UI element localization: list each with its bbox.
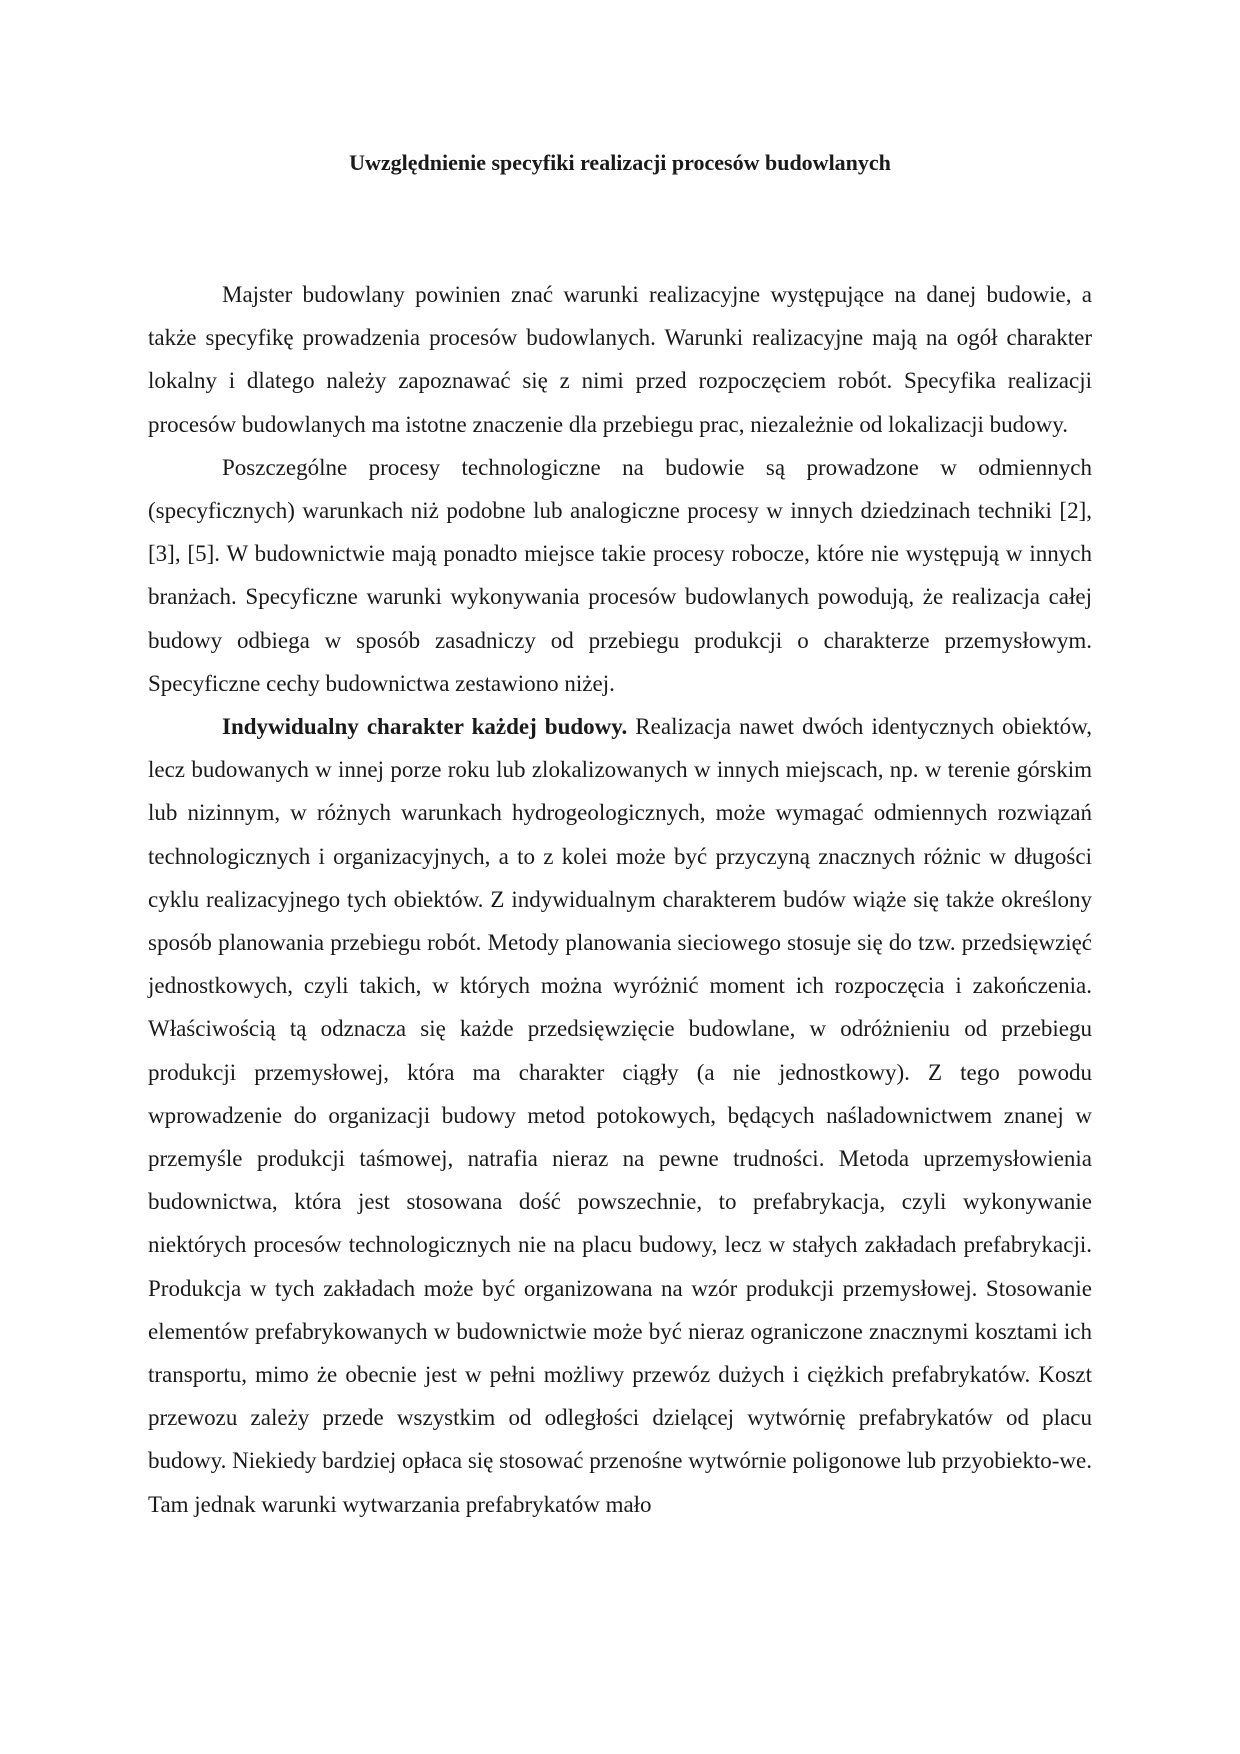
paragraph-1: [148, 273, 1092, 446]
paragraph-3-text: Realizacja nawet dwóch identycznych obiektów, lecz budowanych w innej porze roku lub zlokalizowanych w innych miejscach, np. w terenie górskim lub nizinnym, w różnych warunkach hydrogeologicznych, może wymagać odmiennych rozwiązań technologicznych i organizacyjnych, a to z kolei może być przyczyną znacznych różnic w długości cyklu realizacyjnego tych obiektów. Z indywidualnym charakterem budów wiąże się także określony sposób planowania przebiegu robót. Metody planowania sieciowego stosuje się do tzw. przedsięwzięć jednostkowych, czyli takich, w których można wyróżnić moment ich rozpoczęcia i zakończenia. Właściwością tą odznacza się każde przedsięwzięcie budowlane, w odróżnieniu od przebiegu produkcji przemysłowej, która ma charakter ciągły (a nie jednostkowy). Z tego powodu wprowadzenie do organizacji budowy metod potokowych, będących naśladownictwem znanej w przemyśle produkcji taśmowej, natrafia nieraz na pewne trudności. Metoda uprzemysłowienia budownictwa, która jest stosowana dość powszechnie, to prefabrykacja, czyli wykonywanie niektórych procesów technologicznych nie na placu budowy, lecz w stałych zakładach prefabrykacji. Produkcja w tych zakładach może być organizowana na wzór produkcji przemysłowej. Stosowanie elementów prefabrykowanych w budownictwie może być nieraz ograniczone znacznymi kosztami ich transportu, mimo że obecnie jest w pełni możliwy przewóz dużych i ciężkich prefabrykatów. Koszt przewozu zależy przede wszystkim od odległości dzielącej wytwórnię prefabrykatów od placu budowy. Niekiedy bardziej opłaca się stosować przenośne wytwórnie poligonowe lub przyobiekto-we. Tam jednak warunki wytwarzania prefabrykatów mało: [148, 714, 1092, 1517]
paragraph-2-text: Poszczególne procesy technologiczne na budowie są prowadzone w odmiennych (specyficznych) warunkach niż podobne lub analogiczne procesy w innych dziedzinach techniki [2], [3], [5]. W budownictwie mają ponadto miejsce takie procesy robocze, które nie występują w innych branżach. Specyficzne warunki wykonywania procesów budowlanych powodują, że realizacja całej budowy odbiega w sposób zasadniczy od przebiegu produkcji o charakterze przemysłowym. Specyficzne cechy budownictwa zestawiono niżej.: [148, 454, 1092, 696]
paragraph-3-lead: Indywidualny charakter każdej budowy.: [222, 714, 628, 740]
document-title: Uwzględnienie specyfiki realizacji procesów budowlanych: [349, 150, 891, 175]
paragraph-3: [148, 705, 1092, 1526]
document-body: [148, 273, 1092, 1526]
paragraph-2: [148, 446, 1092, 705]
paragraph-1-text: Majster budowlany powinien znać warunki realizacyjne występujące na danej budowie, a także specyfikę prowadzenia procesów budowlanych. Warunki realizacyjne mają na ogół charakter lokalny i dlatego należy zapoznawać się z nimi przed rozpoczęciem robót. Specyfika realizacji procesów budowlanych ma istotne znaczenie dla przebiegu prac, niezależnie od lokalizacji budowy.: [148, 282, 1092, 437]
